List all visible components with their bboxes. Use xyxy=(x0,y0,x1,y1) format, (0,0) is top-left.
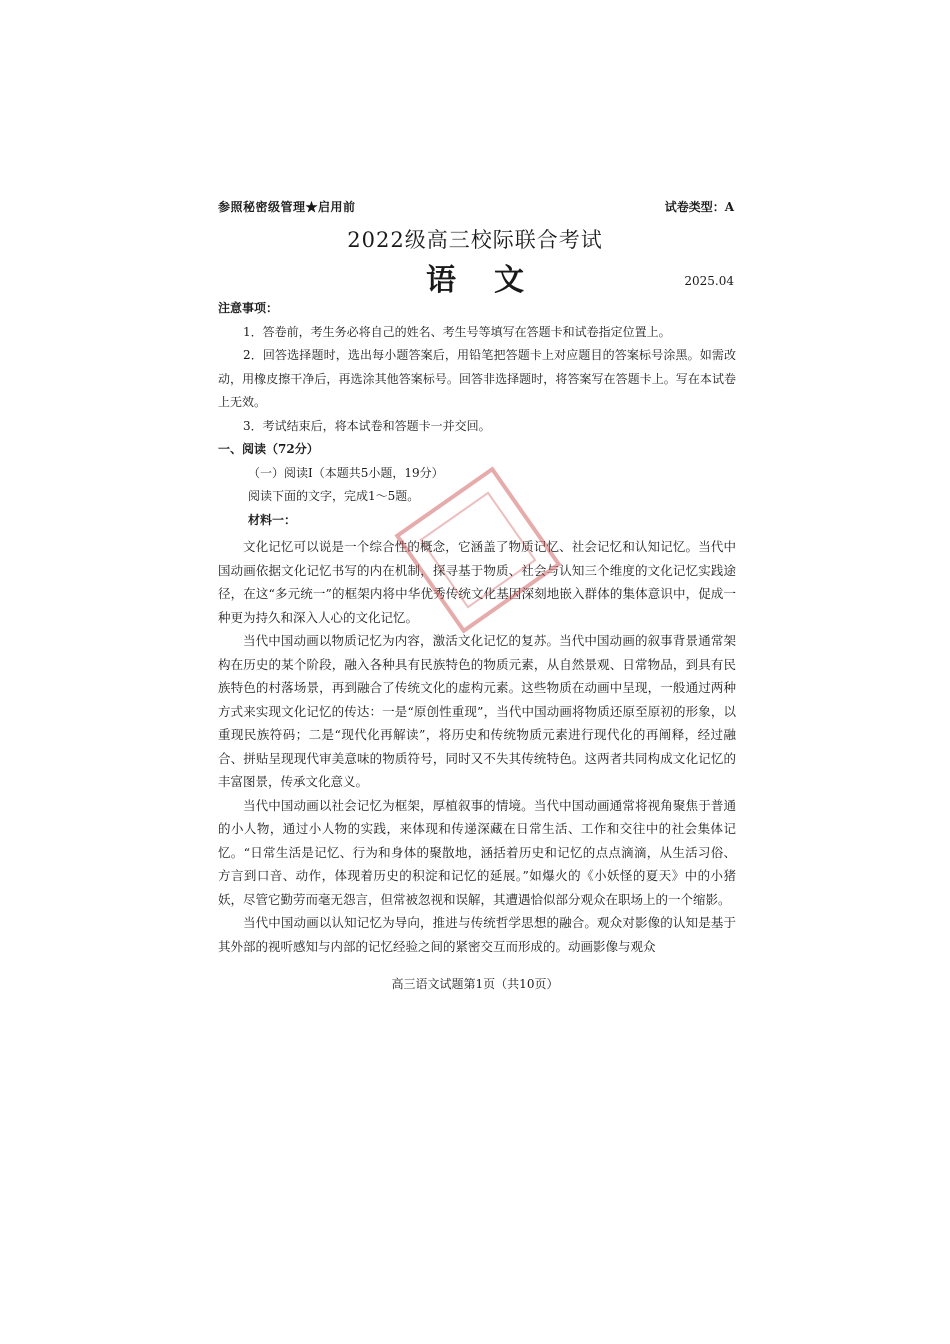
exam-date: 2025.04 xyxy=(684,274,734,288)
material-paragraph: 当代中国动画以物质记忆为内容，激活文化记忆的复苏。当代中国动画的叙事背景通常架构在历史的某个阶段，融入各种具有民族特色的物质元素，从自然景观、日常物品，到具有民族特色的村落场景，再到融合了传统文化的虚构元素。这些物质在动画中呈现，一般通过两种方式来实现文化记忆的传达：一是“原创性重现”，当代中国动画将物质还原至原初的形象，以重现民族符码；二是“现代化再解读”，将历史和传统物质元素进行现代化的再阐释，经过融合、拼贴呈现现代审美意味的物质符号，同时又不失其传统特色。这两者共同构成文化记忆的丰富图景，传承文化意义。 xyxy=(218,633,736,789)
notice-item: 1．答卷前，考生务必将自己的姓名、考生号等填写在答题卡和试卷指定位置上。 xyxy=(243,324,671,339)
notice-item: 2．回答选择题时，选出每小题答案后，用铅笔把答题卡上对应题目的答案标号涂黑。如需改动，用橡皮擦干净后，再选涂其他答案标号。回答非选择题时，将答案写在答题卡上。写在本试卷上无效。 xyxy=(218,348,736,409)
section-instruction: 阅读下面的文字，完成1～5题。 xyxy=(248,489,420,503)
confidential-label: 参照秘密级管理★启用前 xyxy=(218,200,356,214)
paper-type-label: 试卷类型：A xyxy=(664,200,734,214)
page-footer: 高三语文试题第1页（共10页） xyxy=(391,977,559,991)
subject-title: 语文 xyxy=(426,263,562,298)
notice-item: 3．考试结束后，将本试卷和答题卡一并交回。 xyxy=(243,418,491,433)
stamp-inner-border xyxy=(420,492,537,609)
section-subtitle: （一）阅读Ⅰ（本题共5小题，19分） xyxy=(248,465,444,480)
material-paragraph: 当代中国动画以认知记忆为导向，推进与传统哲学思想的融合。观众对影像的认知是基于其外部的视听感知与内部的记忆经验之间的紧密交互而形成的。动画影像与观众 xyxy=(218,915,736,954)
exam-title: 2022级高三校际联合考试 xyxy=(347,228,603,252)
material-paragraph: 文化记忆可以说是一个综合性的概念，它涵盖了物质记忆、社会记忆和认知记忆。当代中国动画依据文化记忆书写的内在机制，探寻基于物质、社会与认知三个维度的文化记忆实践途径，在这“多元统一”的框架内将中华优秀传统文化基因深刻地嵌入群体的集体意识中，促成一种更为持久和深入人心的文化记忆。 xyxy=(218,539,736,625)
section-title: 一、阅读（72分） xyxy=(218,442,319,456)
material-paragraph: 当代中国动画以社会记忆为框架，厚植叙事的情境。当代中国动画通常将视角聚焦于普通的小人物，通过小人物的实践，来体现和传递深藏在日常生活、工作和交往中的社会集体记忆。“日常生活是记忆、行为和身体的聚散地，涵括着历史和记忆的点点滴滴，从生活习俗、方言到口音、动作，体现着历史的积淀和记忆的延展。”如爆火的《小妖怪的夏天》中的小猪妖，尽管它勤劳而毫无怨言，但常被忽视和误解，其遭遇恰似部分观众在职场上的一个缩影。 xyxy=(218,797,736,907)
notice-title: 注意事项： xyxy=(218,301,279,315)
material-label: 材料一： xyxy=(248,512,297,527)
